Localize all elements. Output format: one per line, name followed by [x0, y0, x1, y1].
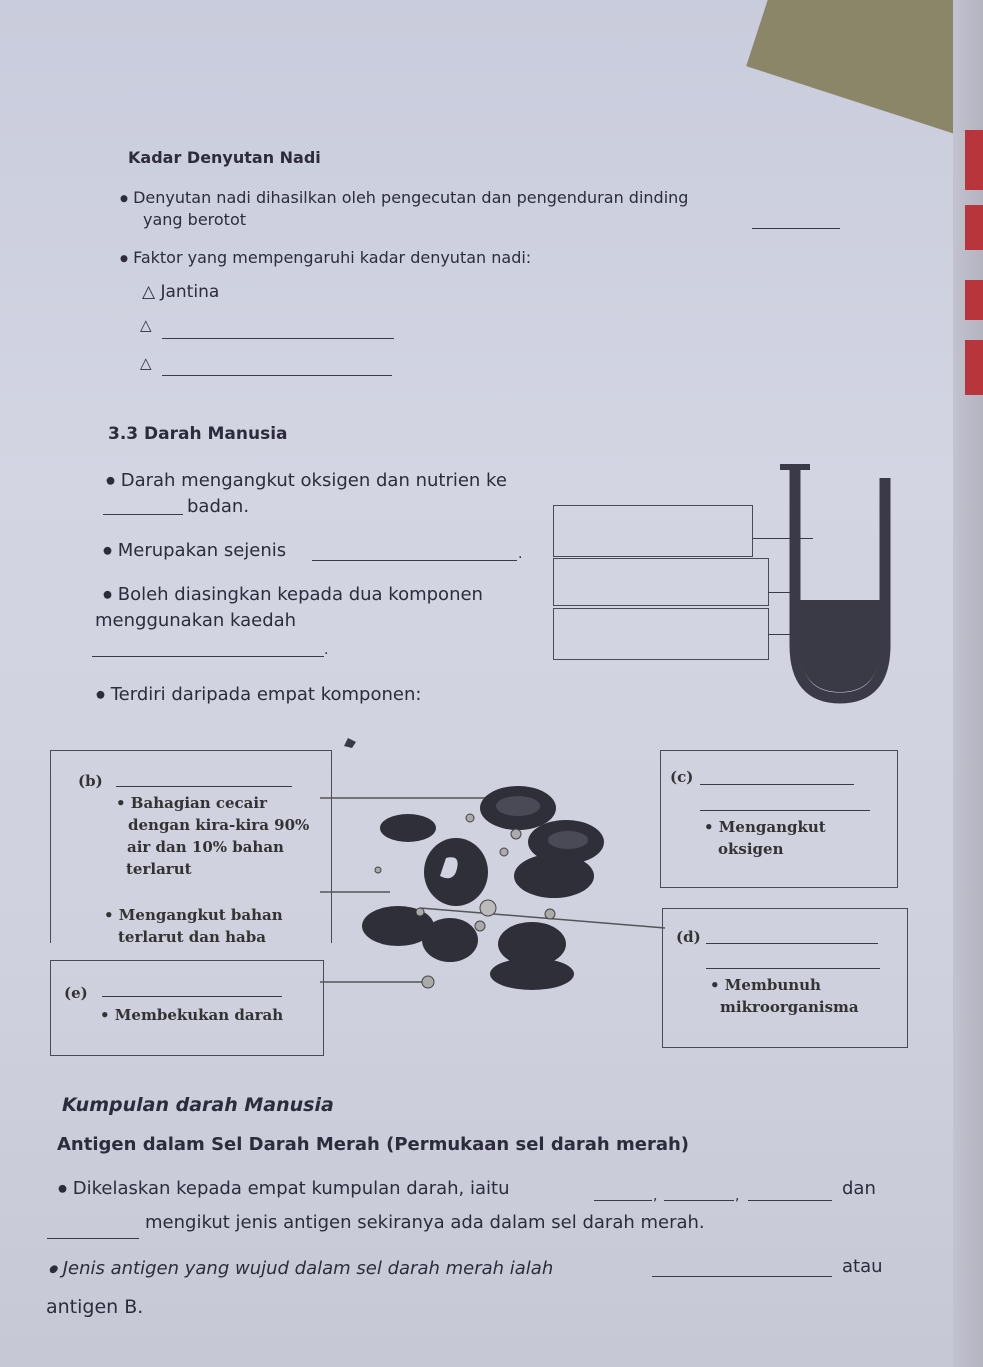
- blank-line: [748, 1200, 832, 1201]
- kumpulan-bullet-1: ⦁ Dikelaskan kepada empat kumpulan darah, iaitu: [58, 1178, 510, 1199]
- blank-line: [752, 228, 840, 229]
- punctuation: ,: [653, 1188, 658, 1204]
- component-b-text: terlarut: [126, 860, 192, 878]
- tube-label-box: [553, 608, 769, 660]
- darah-bullet-3: ⦁ Boleh diasingkan kepada dua komponen: [103, 584, 483, 605]
- factor-marker: △: [140, 354, 152, 372]
- component-b-text: • Mengangkut bahan: [104, 906, 283, 924]
- component-d-text: • Membunuh: [710, 976, 821, 994]
- nadi-heading: Kadar Denyutan Nadi: [128, 148, 321, 167]
- test-tube-icon: [780, 460, 900, 710]
- blank-line: [652, 1276, 832, 1277]
- blank-line: [47, 1238, 139, 1239]
- blank-line: [706, 968, 880, 969]
- component-b-text: • Bahagian cecair: [116, 794, 267, 812]
- component-c-text: • Mengangkut: [704, 818, 826, 836]
- component-e-label: (e): [64, 984, 88, 1002]
- nadi-bullet-1-cont: yang berotot: [143, 210, 247, 229]
- component-b-label: (b): [78, 772, 103, 790]
- component-c-text: oksigen: [718, 840, 784, 858]
- page-corner-background: [746, 0, 983, 147]
- darah-bullet-3-cont: menggunakan kaedah: [95, 610, 297, 631]
- blank-line: [700, 810, 870, 811]
- blank-line: [102, 996, 282, 997]
- antigen-heading: Antigen dalam Sel Darah Merah (Permukaan sel darah merah): [57, 1134, 690, 1155]
- component-e-text: • Membekukan darah: [100, 1006, 284, 1024]
- kumpulan-bullet-2: ⦁ Jenis antigen yang wujud dalam sel darah merah ialah: [48, 1258, 554, 1279]
- word-dan: dan: [842, 1178, 876, 1199]
- blank-line: [162, 375, 392, 376]
- nadi-bullet-1: ⦁ Denyutan nadi dihasilkan oleh pengecutan dan pengenduran dinding: [120, 188, 689, 207]
- red-tab: [965, 205, 983, 250]
- component-b-text: dengan kira-kira 90%: [128, 816, 310, 834]
- darah-bullet-2: ⦁ Merupakan sejenis: [103, 540, 287, 561]
- blank-line: [162, 338, 394, 339]
- word-atau: atau: [842, 1256, 883, 1277]
- red-tab: [965, 280, 983, 320]
- tube-label-box: [553, 505, 753, 557]
- blank-line: [103, 514, 183, 515]
- blank-line: [92, 656, 324, 657]
- component-d-label: (d): [676, 928, 701, 946]
- darah-heading: 3.3 Darah Manusia: [108, 424, 288, 444]
- blank-line: [312, 560, 517, 561]
- red-tab: [965, 340, 983, 395]
- blank-line: [706, 943, 878, 944]
- darah-bullet-4: ⦁ Terdiri daripada empat komponen:: [96, 684, 422, 705]
- nadi-bullet-2: ⦁ Faktor yang mempengaruhi kadar denyutan nadi:: [120, 248, 532, 267]
- component-c-label: (c): [670, 768, 694, 786]
- component-b-text: air dan 10% bahan: [127, 838, 284, 856]
- kumpulan-heading: Kumpulan darah Manusia: [62, 1094, 334, 1116]
- kumpulan-bullet-1-cont: mengikut jenis antigen sekiranya ada dalam sel darah merah.: [145, 1212, 705, 1233]
- blank-line: [664, 1200, 734, 1201]
- kumpulan-bullet-2-cont: antigen B.: [46, 1296, 144, 1318]
- red-tab: [965, 130, 983, 190]
- tube-label-box: [553, 558, 769, 606]
- punctuation: .: [518, 546, 523, 562]
- factor-item: △ Jantina: [142, 282, 220, 302]
- blood-cells-illustration: [320, 730, 680, 1010]
- blank-line: [700, 784, 854, 785]
- punctuation: .: [324, 642, 329, 658]
- blank-line: [594, 1200, 652, 1201]
- factor-marker: △: [140, 316, 152, 334]
- punctuation: ,: [735, 1188, 740, 1204]
- blank-line: [116, 786, 292, 787]
- darah-bullet-1-cont: badan.: [187, 496, 250, 517]
- darah-bullet-1: ⦁ Darah mengangkut oksigen dan nutrien ke: [106, 470, 507, 491]
- component-b-text: terlarut dan haba: [118, 928, 266, 946]
- component-d-text: mikroorganisma: [720, 998, 859, 1016]
